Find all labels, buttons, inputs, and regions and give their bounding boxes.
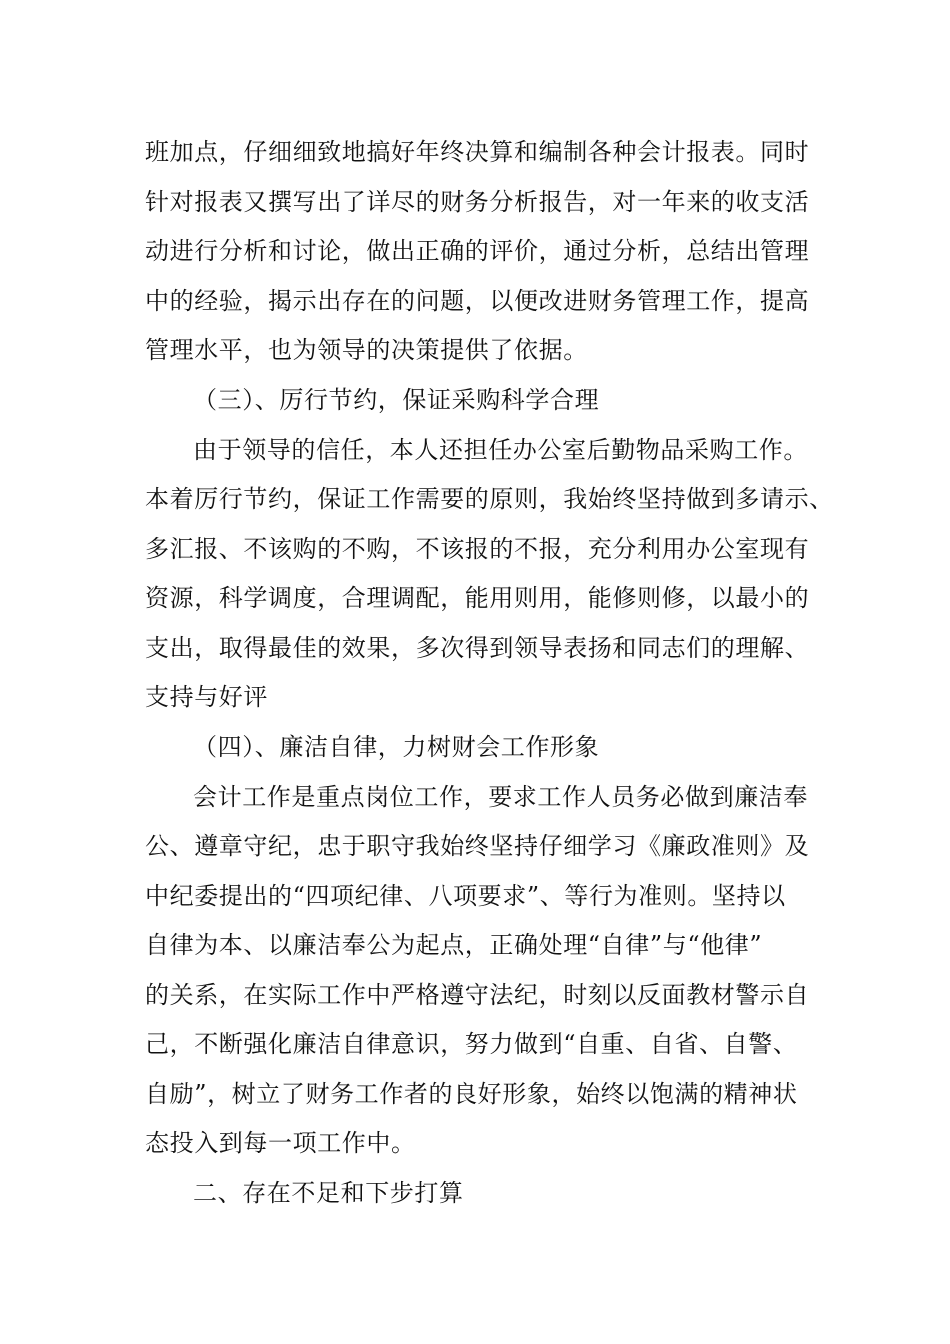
section-heading: （四）、廉洁自律，力树财会工作形象: [193, 733, 600, 761]
body-text-line: 动进行分析和讨论，做出正确的评价，通过分析，总结出管理: [145, 237, 810, 265]
body-text-line: 资源，科学调度，合理调配，能用则用，能修则修，以最小的: [145, 584, 810, 612]
body-text-line: 态投入到每一项工作中。: [145, 1129, 416, 1157]
body-text-line: 的关系，在实际工作中严格遵守法纪，时刻以反面教材警示自: [145, 981, 810, 1009]
body-text-line: 支出，取得最佳的效果，多次得到领导表扬和同志们的理解、: [145, 634, 810, 662]
body-text-line: 支持与好评: [145, 683, 268, 711]
body-text-line: 中纪委提出的“四项纪律、八项要求”、等行为准则。坚持以: [145, 882, 786, 910]
body-text-line: 自励”，树立了财务工作者的良好形象，始终以饱满的精神状: [145, 1080, 798, 1108]
body-text-line: 中的经验，揭示出存在的问题，以便改进财务管理工作，提高: [145, 287, 810, 315]
body-text-line: 由于领导的信任，本人还担任办公室后勤物品采购工作。: [193, 436, 808, 464]
body-text-line: 本着厉行节约，保证工作需要的原则，我始终坚持做到多请示、: [145, 485, 834, 513]
body-text-line: 班加点，仔细细致地搞好年终决算和编制各种会计报表。同时: [145, 138, 810, 166]
section-heading: 二、存在不足和下步打算: [193, 1179, 464, 1207]
body-text-line: 自律为本、以廉洁奉公为起点，正确处理“自律”与“他律”: [145, 931, 763, 959]
body-text-line: 己，不断强化廉洁自律意识，努力做到“自重、自省、自警、: [145, 1030, 798, 1058]
body-text-line: 多汇报、不该购的不购，不该报的不报，充分利用办公室现有: [145, 535, 810, 563]
body-text-line: 管理水平，也为领导的决策提供了依据。: [145, 336, 588, 364]
body-text-line: 公、遵章守纪，忠于职守我始终坚持仔细学习《廉政准则》及: [145, 832, 810, 860]
body-text-line: 会计工作是重点岗位工作，要求工作人员务必做到廉洁奉: [193, 783, 808, 811]
body-text-line: 针对报表又撰写出了详尽的财务分析报告，对一年来的收支活: [145, 188, 810, 216]
section-heading: （三）、厉行节约，保证采购科学合理: [193, 386, 600, 414]
